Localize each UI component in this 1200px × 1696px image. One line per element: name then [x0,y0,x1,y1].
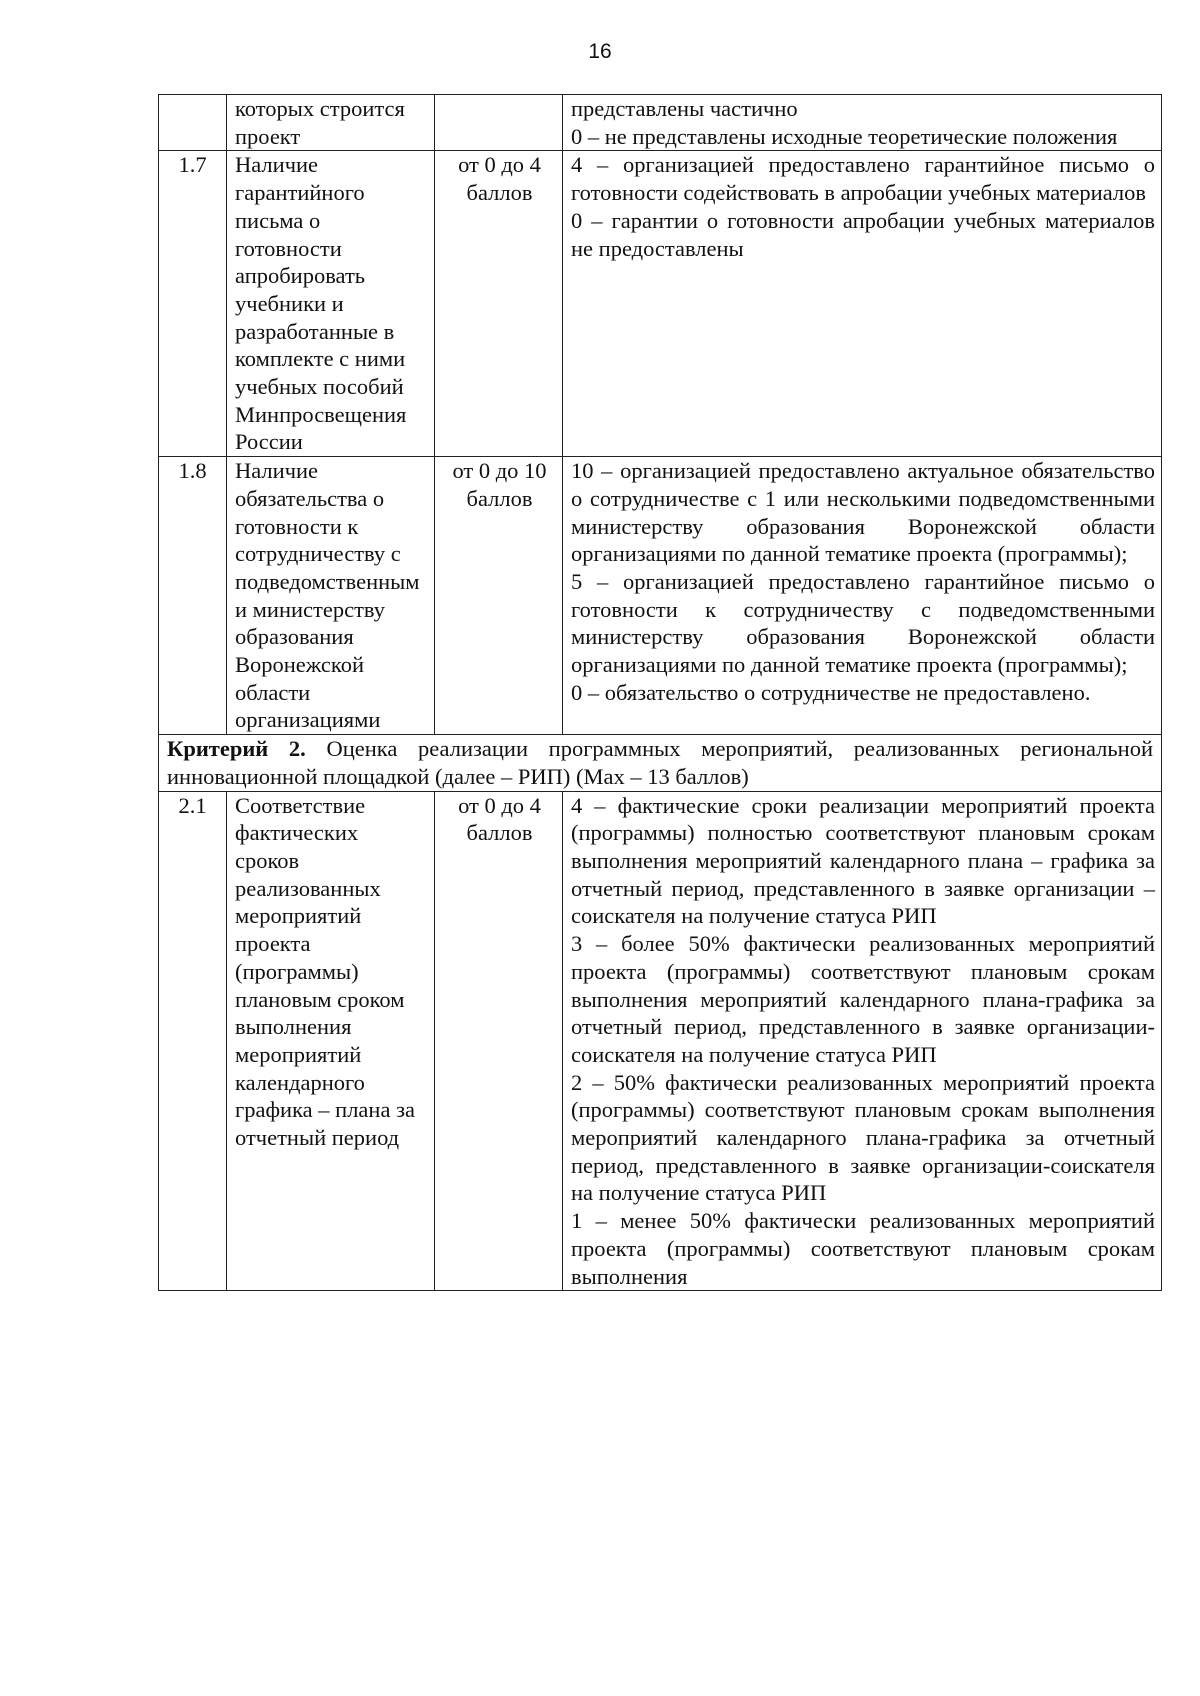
scoring-description [563,791,1162,1291]
row-number: 1.7 [159,151,227,457]
indicator-line: учебных пособий [235,374,404,400]
indicator-line: Минпросвещения [235,401,407,427]
scoring-item: 2 – 50% фактически реализованных мероприятий проекта (программы) соответствуют плановым срокам выполнения мероприятий календарного плана-графика за отчетный период, представленного в заявке организации-соискателя на получение статуса РИП [571,1069,1155,1206]
indicator-line: сроков [235,847,300,873]
scoring-item: 10 – организацией предоставлено актуальное обязательство о сотрудничестве с 1 или несколькими подведомственными министерству образования Воронежской области организациями по данной тематике проекта (программы); [571,458,1155,567]
indicator-line: обязательства о [235,485,385,511]
indicator-line: гарантийного [235,180,365,206]
scoring-item: 3 – более 50% фактически реализованных мероприятий проекта (программы) соответствуют плановым срокам выполнения мероприятий календарного плана-графика за отчетный период, представленного в заявке организации-соискателя на получение статуса РИП [571,931,1155,1067]
indicator-line: графика – плана за [235,1097,415,1123]
indicator-line: (программы) [235,958,359,984]
indicator-cell [227,151,435,457]
indicator-line: Воронежской [235,652,364,678]
indicator-line: мероприятий [235,903,362,929]
indicator-line: которых строится [235,96,405,121]
criteria-table [158,94,1162,1291]
criterion-heading-row [159,735,1162,791]
table-row [159,151,1162,457]
score-range: от 0 до 4 баллов [435,791,563,1291]
indicator-line: апробировать [235,263,366,289]
scoring-item: 1 – менее 50% фактически реализованных мероприятий проекта (программы) соответствуют плановым срокам выполнения [571,1208,1155,1289]
criterion-text: Оценка реализации программных мероприятий, реализованных региональной инновационной площадкой (далее – РИП) (Max – 13 баллов) [167,736,1154,789]
indicator-cell [227,95,435,151]
scoring-description [563,457,1162,735]
row-number: 2.1 [159,791,227,1291]
indicator-line: организациями [235,707,381,733]
indicator-line: отчетный период [235,1125,400,1151]
indicator-line: выполнения [235,1014,352,1040]
indicator-line: календарного [235,1069,365,1095]
criterion-label: Критерий 2. [167,736,306,762]
scoring-item: 4 – фактические сроки реализации мероприятий проекта (программы) полностью соответствуют плановым срокам выполнения мероприятий календарного плана – графика за отчетный период, представленного в заявке организации – соискателя на получение статуса РИП [571,792,1155,929]
scoring-description [563,95,1162,151]
indicator-cell [227,457,435,735]
score-range [435,95,563,151]
row-number: 1.8 [159,457,227,735]
scoring-description [563,151,1162,457]
scoring-item: представлены частично [571,96,798,121]
indicator-line: России [235,429,303,455]
indicator-line: разработанные в [235,318,395,344]
score-range: от 0 до 10 баллов [435,457,563,735]
scoring-item: 0 – гарантии о готовности апробации учебных материалов не предоставлены [571,207,1155,261]
indicator-line: письма о [235,207,321,233]
indicator-line: фактических [235,820,359,846]
indicator-line: подведомственным [235,568,420,594]
row-number [159,95,227,151]
indicator-line: Соответствие [235,792,366,818]
table-row [159,457,1162,735]
indicator-line: готовности к [235,513,359,539]
indicator-line: и министерству [235,596,386,622]
table-row [159,95,1162,151]
table-row [159,791,1162,1291]
indicator-line: готовности [235,235,342,261]
page-number: 16 [588,40,612,63]
indicator-line: мероприятий [235,1041,362,1067]
indicator-line: плановым сроком [235,986,405,1012]
scoring-item: 4 – организацией предоставлено гарантийное письмо о готовности содействовать в апробации учебных материалов [571,152,1155,206]
indicator-line: проект [235,123,301,149]
indicator-cell [227,791,435,1291]
indicator-line: учебники и [235,290,344,316]
criterion-heading [159,735,1162,791]
indicator-line: Наличие [235,458,319,484]
indicator-line: области [235,679,311,705]
score-range: от 0 до 4 баллов [435,151,563,457]
indicator-line: комплекте с ними [235,346,406,372]
indicator-line: образования [235,624,354,650]
scoring-item: 5 – организацией предоставлено гарантийное письмо о готовности к сотрудничеству с подведомственными министерству образования Воронежской области организациями по данной тематике проекта (программы); [571,568,1155,678]
indicator-line: проекта [235,931,311,957]
scoring-item: 0 – не представлены исходные теоретические положения [571,123,1118,149]
scoring-item: 0 – обязательство о сотрудничестве не предоставлено. [571,679,1091,705]
indicator-line: Наличие [235,152,319,178]
indicator-line: сотрудничеству с [235,541,401,567]
indicator-line: реализованных [235,875,381,901]
